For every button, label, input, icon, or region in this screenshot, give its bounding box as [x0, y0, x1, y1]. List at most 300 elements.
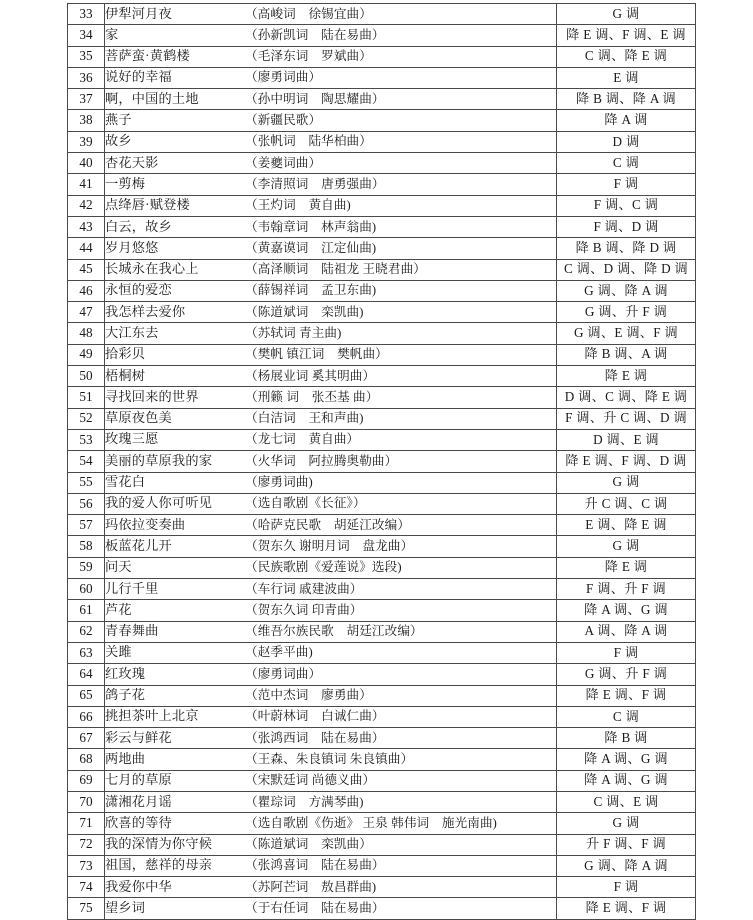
song-key-cell: 升 C 调、C 调 [557, 493, 696, 514]
song-title-credit-row [105, 156, 556, 170]
song-title: 望乡词 [105, 900, 146, 915]
song-title-credit-cell [105, 834, 557, 855]
song-title-credit-cell [105, 557, 557, 578]
song-credit: （于右任词 陆在易曲） [245, 901, 385, 915]
song-title-credit-row [105, 432, 556, 446]
song-title: 说好的幸福 [105, 69, 172, 85]
table-row [68, 323, 696, 344]
song-title: 我的深情为你守候 [105, 836, 213, 852]
table-row [68, 664, 696, 685]
table-row [68, 515, 696, 536]
song-key-cell: F 调、升 C 调、D 调 [557, 408, 696, 429]
song-index-cell: 65 [68, 685, 105, 706]
song-credit: （贺东久词 印青曲） [245, 602, 363, 617]
song-title-credit-cell [105, 323, 557, 344]
song-title-credit-row [105, 177, 556, 191]
table-row [68, 259, 696, 280]
song-index-cell: 34 [68, 25, 105, 46]
song-index-cell: 52 [68, 408, 105, 429]
table-row [68, 344, 696, 365]
song-index-cell: 70 [68, 791, 105, 812]
song-title-credit-row [105, 326, 556, 340]
song-index-cell: 40 [68, 153, 105, 174]
song-title: 芦花 [105, 601, 132, 617]
song-title-credit-row [105, 28, 556, 42]
song-credit: （张鸿西词 陆在易曲） [245, 730, 385, 745]
song-title-credit-cell [105, 429, 557, 450]
table-row [68, 131, 696, 152]
song-title-credit-cell [105, 749, 557, 770]
table-row [68, 557, 696, 578]
song-title-credit-row [105, 220, 556, 234]
song-title-credit-row [105, 454, 556, 468]
song-title-credit-cell [105, 855, 557, 876]
song-title-credit-cell [105, 302, 557, 323]
song-key-cell: E 调、降 E 调 [557, 515, 696, 536]
song-credit: （哈萨克民歌 胡延江改编） [245, 517, 411, 532]
song-title: 我的爱人你可听见 [105, 495, 213, 511]
table-row [68, 706, 696, 727]
song-title-credit-row [105, 262, 556, 276]
song-title-credit-row [105, 70, 556, 84]
table-row [68, 280, 696, 301]
song-title: 我爱你中华 [105, 878, 172, 894]
song-title: 大江东去 [105, 324, 159, 340]
song-key-cell: G 调、E 调、F 调 [557, 323, 696, 344]
song-title-credit-row [105, 241, 556, 255]
song-index-cell: 50 [68, 366, 105, 387]
song-title: 两地曲 [105, 750, 146, 766]
song-index-cell: 67 [68, 728, 105, 749]
song-title-credit-cell [105, 451, 557, 472]
song-index-cell: 59 [68, 557, 105, 578]
song-index-cell: 66 [68, 706, 105, 727]
song-key-cell: E 调 [557, 67, 696, 88]
song-key-cell: 升 F 调、F 调 [557, 834, 696, 855]
song-key-cell: G 调、升 F 调 [557, 664, 696, 685]
song-key-cell: C 调 [557, 706, 696, 727]
song-title: 挑担茶叶上北京 [105, 708, 199, 724]
song-key-cell: D 调 [557, 131, 696, 152]
song-title: 白云，故乡 [105, 218, 172, 234]
song-title: 寻找回来的世界 [105, 388, 199, 404]
song-title: 草原夜色美 [105, 410, 172, 426]
song-key-cell: G 调 [557, 536, 696, 557]
song-index-cell: 51 [68, 387, 105, 408]
song-key-cell: 降 A 调、G 调 [557, 600, 696, 621]
song-title-credit-row [105, 283, 556, 297]
song-title-credit-cell [105, 685, 557, 706]
song-index-cell: 47 [68, 302, 105, 323]
table-row [68, 153, 696, 174]
song-title: 一剪梅 [105, 175, 146, 191]
song-title-credit-cell [105, 67, 557, 88]
song-title-credit-cell [105, 195, 557, 216]
song-title-credit-row [105, 496, 556, 510]
song-credit: （陈道斌词 栾凯曲) [245, 304, 364, 319]
song-credit: （李清照词 唐勇强曲） [245, 176, 385, 191]
song-credit: （宋默廷词 尚德义曲） [245, 773, 376, 788]
song-credit: （王灼词 黄自曲) [245, 198, 351, 213]
table-row [68, 472, 696, 493]
song-key-cell: 降 B 调、降 A 调 [557, 89, 696, 110]
song-title-credit-row [105, 518, 556, 532]
song-index-cell: 64 [68, 664, 105, 685]
song-title: 雪花白 [105, 474, 146, 490]
song-credit: （王森、朱良镇词 朱良镇曲） [245, 751, 414, 766]
song-title: 青春舞曲 [105, 623, 159, 639]
song-title: 点绛唇·赋登楼 [105, 197, 190, 213]
song-title: 永恒的爱恋 [105, 282, 172, 298]
song-credit: （高峻词 徐锡宜曲） [245, 6, 372, 21]
song-key-cell: 降 B 调、降 D 调 [557, 238, 696, 259]
song-key-cell: C 调、E 调 [557, 791, 696, 812]
song-title: 鸽子花 [105, 687, 146, 703]
song-credit: （廖勇词曲） [245, 70, 322, 85]
song-title: 问天 [105, 559, 132, 575]
song-title-credit-cell [105, 408, 557, 429]
song-title: 故乡 [105, 133, 132, 149]
song-list-table-container [67, 3, 694, 920]
song-title: 祖国，慈祥的母亲 [105, 857, 213, 873]
song-title: 美丽的草原我的家 [105, 452, 213, 468]
song-index-cell: 60 [68, 579, 105, 600]
song-title-credit-cell [105, 131, 557, 152]
song-index-cell: 35 [68, 46, 105, 67]
song-key-cell: F 调、升 F 调 [557, 579, 696, 600]
song-index-cell: 37 [68, 89, 105, 110]
song-credit: （张帆词 陆华柏曲） [245, 134, 372, 149]
song-title-credit-cell [105, 621, 557, 642]
song-credit: （叶蔚林词 白诚仁曲） [245, 709, 385, 724]
song-title-credit-cell [105, 706, 557, 727]
song-title: 玛依拉变奏曲 [105, 516, 186, 532]
song-title-credit-cell [105, 877, 557, 898]
song-index-cell: 72 [68, 834, 105, 855]
song-title-credit-cell [105, 174, 557, 195]
table-row [68, 834, 696, 855]
song-title-credit-row [105, 92, 556, 106]
song-index-cell: 43 [68, 216, 105, 237]
song-title-credit-row [105, 7, 556, 21]
song-credit: （选自歌剧《伤逝》 王泉 韩伟词 施光南曲) [245, 815, 497, 830]
song-title-credit-row [105, 603, 556, 617]
song-title-credit-cell [105, 280, 557, 301]
song-title-credit-cell [105, 4, 557, 25]
table-row [68, 4, 696, 25]
table-row [68, 813, 696, 834]
song-title-credit-row [105, 752, 556, 766]
song-credit: （赵季平曲) [245, 645, 313, 660]
table-row [68, 366, 696, 387]
song-index-cell: 36 [68, 67, 105, 88]
song-title-credit-cell [105, 238, 557, 259]
song-title-credit-row [105, 901, 556, 915]
song-credit: （龙七词 黄自曲） [245, 432, 360, 447]
song-key-cell: 降 E 调、F 调、E 调 [557, 25, 696, 46]
song-index-cell: 39 [68, 131, 105, 152]
song-title-credit-row [105, 582, 556, 596]
song-key-cell: 降 B 调 [557, 728, 696, 749]
song-credit: （新疆民歌） [245, 113, 322, 128]
song-title: 彩云与鲜花 [105, 729, 172, 745]
song-title-credit-cell [105, 791, 557, 812]
song-index-cell: 74 [68, 877, 105, 898]
song-credit: （孙新凯词 陆在易曲） [245, 27, 385, 42]
song-key-cell: D 调、C 调、降 E 调 [557, 387, 696, 408]
song-index-cell: 63 [68, 642, 105, 663]
song-title-credit-cell [105, 153, 557, 174]
song-title: 梧桐树 [105, 367, 146, 383]
song-index-cell: 71 [68, 813, 105, 834]
song-title-credit-row [105, 773, 556, 787]
song-title-credit-cell [105, 813, 557, 834]
song-index-cell: 62 [68, 621, 105, 642]
song-list-table [67, 3, 696, 920]
table-row [68, 387, 696, 408]
song-title-credit-cell [105, 216, 557, 237]
song-title-credit-row [105, 731, 556, 745]
song-title-credit-row [105, 645, 556, 659]
table-row [68, 770, 696, 791]
song-title: 杏花天影 [105, 154, 159, 170]
song-index-cell: 48 [68, 323, 105, 344]
table-row [68, 642, 696, 663]
song-title-credit-row [105, 688, 556, 702]
song-key-cell: F 调、C 调 [557, 195, 696, 216]
song-credit: （廖勇词曲) [245, 475, 313, 490]
song-title-credit-cell [105, 898, 557, 919]
song-title: 板蓝花儿开 [105, 537, 172, 553]
song-title-credit-row [105, 113, 556, 127]
table-row [68, 749, 696, 770]
song-title-credit-row [105, 837, 556, 851]
song-title: 欣喜的等待 [105, 814, 172, 830]
song-list-table-body [68, 4, 696, 920]
song-index-cell: 45 [68, 259, 105, 280]
song-credit: （孙中明词 陶思耀曲） [245, 91, 385, 106]
song-credit: （韦翰章词 林声翁曲) [245, 219, 377, 234]
song-title: 菩萨蛮·黄鹤楼 [105, 48, 190, 64]
table-row [68, 216, 696, 237]
song-title-credit-cell [105, 579, 557, 600]
song-credit: （姜夔词曲） [245, 155, 322, 170]
song-title-credit-row [105, 624, 556, 638]
song-title: 啊，中国的土地 [105, 90, 199, 106]
song-title-credit-cell [105, 493, 557, 514]
song-index-cell: 69 [68, 770, 105, 791]
song-title: 红玫瑰 [105, 665, 146, 681]
song-credit: （车行词 戚建波曲） [245, 581, 363, 596]
table-row [68, 25, 696, 46]
song-credit: （白洁词 王和声曲) [245, 411, 364, 426]
song-key-cell: 降 B 调、A 调 [557, 344, 696, 365]
song-index-cell: 33 [68, 4, 105, 25]
song-title: 燕子 [105, 112, 132, 128]
song-index-cell: 49 [68, 344, 105, 365]
song-title: 伊犁河月夜 [105, 5, 172, 21]
song-key-cell: G 调 [557, 4, 696, 25]
song-credit: （瞿琮词 方满琴曲) [245, 794, 364, 809]
table-row [68, 89, 696, 110]
table-row [68, 67, 696, 88]
song-title-credit-row [105, 369, 556, 383]
song-key-cell: 降 E 调、F 调、D 调 [557, 451, 696, 472]
song-title-credit-row [105, 347, 556, 361]
song-title-credit-cell [105, 46, 557, 67]
song-key-cell: F 调、D 调 [557, 216, 696, 237]
song-credit: （民族歌剧《爱莲说》选段) [245, 560, 402, 575]
song-key-cell: A 调、降 A 调 [557, 621, 696, 642]
song-title-credit-row [105, 198, 556, 212]
table-row [68, 877, 696, 898]
song-credit: （薛锡祥词 孟卫东曲) [245, 283, 377, 298]
song-index-cell: 75 [68, 898, 105, 919]
table-row [68, 728, 696, 749]
song-credit: （杨展业词 奚其明曲） [245, 368, 376, 383]
table-row [68, 621, 696, 642]
song-title-credit-cell [105, 642, 557, 663]
song-index-cell: 57 [68, 515, 105, 536]
song-title: 我怎样去爱你 [105, 303, 186, 319]
song-credit: （火华词 阿拉腾奥勒曲） [245, 453, 398, 468]
song-title: 儿行千里 [105, 580, 159, 596]
song-title-credit-cell [105, 259, 557, 280]
song-index-cell: 44 [68, 238, 105, 259]
song-credit: （陈道斌词 栾凯曲） [245, 837, 372, 852]
table-row [68, 302, 696, 323]
song-credit: （张鸿喜词 陆在易曲） [245, 858, 385, 873]
song-credit: （贺东久 谢明月词 盘龙曲） [245, 538, 414, 553]
song-key-cell: F 调 [557, 877, 696, 898]
song-key-cell: C 调、D 调、降 D 调 [557, 259, 696, 280]
song-key-cell: G 调、升 F 调 [557, 302, 696, 323]
song-title-credit-row [105, 880, 556, 894]
table-row [68, 685, 696, 706]
song-title-credit-row [105, 49, 556, 63]
song-credit: （范中杰词 廖勇曲） [245, 688, 372, 703]
table-row [68, 429, 696, 450]
table-row [68, 451, 696, 472]
song-credit: （选自歌剧《长征》） [245, 496, 366, 511]
song-title: 关雎 [105, 644, 132, 660]
song-index-cell: 56 [68, 493, 105, 514]
song-key-cell: G 调 [557, 472, 696, 493]
table-row [68, 791, 696, 812]
song-title-credit-row [105, 795, 556, 809]
song-title-credit-row [105, 858, 556, 872]
table-row [68, 579, 696, 600]
song-title-credit-row [105, 475, 556, 489]
song-credit: （廖勇词曲） [245, 666, 322, 681]
table-row [68, 110, 696, 131]
song-title-credit-cell [105, 664, 557, 685]
song-key-cell: 降 E 调 [557, 557, 696, 578]
song-title-credit-row [105, 411, 556, 425]
song-credit: （毛泽东词 罗斌曲） [245, 49, 372, 64]
table-row [68, 195, 696, 216]
table-row [68, 536, 696, 557]
song-index-cell: 54 [68, 451, 105, 472]
song-title-credit-row [105, 539, 556, 553]
song-title-credit-row [105, 305, 556, 319]
song-credit: （刑籁 词 张丕基 曲） [245, 389, 379, 404]
song-title-credit-row [105, 816, 556, 830]
song-title-credit-row [105, 560, 556, 574]
song-title: 长城永在我心上 [105, 261, 199, 277]
song-key-cell: F 调 [557, 642, 696, 663]
song-index-cell: 73 [68, 855, 105, 876]
song-key-cell: 降 A 调、G 调 [557, 770, 696, 791]
song-key-cell: D 调、E 调 [557, 429, 696, 450]
song-title: 家 [105, 26, 119, 42]
song-key-cell: 降 E 调 [557, 366, 696, 387]
table-row [68, 600, 696, 621]
song-key-cell: C 调、降 E 调 [557, 46, 696, 67]
song-key-cell: G 调、降 A 调 [557, 855, 696, 876]
song-index-cell: 58 [68, 536, 105, 557]
table-row [68, 174, 696, 195]
song-key-cell: 降 E 调、F 调 [557, 898, 696, 919]
song-index-cell: 46 [68, 280, 105, 301]
song-key-cell: G 调、降 A 调 [557, 280, 696, 301]
song-title: 拾彩贝 [105, 346, 146, 362]
song-index-cell: 38 [68, 110, 105, 131]
song-title-credit-cell [105, 728, 557, 749]
song-credit: （黄嘉谟词 江定仙曲) [245, 240, 377, 255]
song-key-cell: G 调 [557, 813, 696, 834]
song-title: 岁月悠悠 [105, 239, 159, 255]
table-row [68, 46, 696, 67]
song-title: 潇湘花月谣 [105, 793, 172, 809]
song-index-cell: 55 [68, 472, 105, 493]
song-title-credit-cell [105, 515, 557, 536]
table-row [68, 493, 696, 514]
table-row [68, 855, 696, 876]
table-row [68, 408, 696, 429]
song-title: 玫瑰三愿 [105, 431, 159, 447]
song-key-cell: 降 E 调、F 调 [557, 685, 696, 706]
song-title-credit-row [105, 667, 556, 681]
song-title-credit-cell [105, 366, 557, 387]
song-index-cell: 68 [68, 749, 105, 770]
song-index-cell: 42 [68, 195, 105, 216]
song-key-cell: F 调 [557, 174, 696, 195]
song-title-credit-cell [105, 344, 557, 365]
song-credit: （苏轼词 青主曲) [245, 325, 342, 340]
song-title-credit-row [105, 709, 556, 723]
song-title-credit-cell [105, 89, 557, 110]
song-index-cell: 61 [68, 600, 105, 621]
song-title-credit-row [105, 134, 556, 148]
song-index-cell: 41 [68, 174, 105, 195]
song-title-credit-cell [105, 25, 557, 46]
song-title-credit-cell [105, 110, 557, 131]
song-index-cell: 53 [68, 429, 105, 450]
song-key-cell: C 调 [557, 153, 696, 174]
table-row [68, 238, 696, 259]
song-title-credit-cell [105, 770, 557, 791]
song-title-credit-cell [105, 472, 557, 493]
song-key-cell: 降 A 调 [557, 110, 696, 131]
song-title: 七月的草原 [105, 772, 172, 788]
song-title-credit-cell [105, 536, 557, 557]
song-credit: （樊帆 镇江词 樊帆曲） [245, 347, 388, 362]
song-title-credit-cell [105, 600, 557, 621]
song-credit: （高泽顺词 陆祖龙 王晓君曲） [245, 262, 426, 277]
song-credit: （维吾尔族民歌 胡廷江改编） [245, 624, 423, 639]
song-title-credit-cell [105, 387, 557, 408]
